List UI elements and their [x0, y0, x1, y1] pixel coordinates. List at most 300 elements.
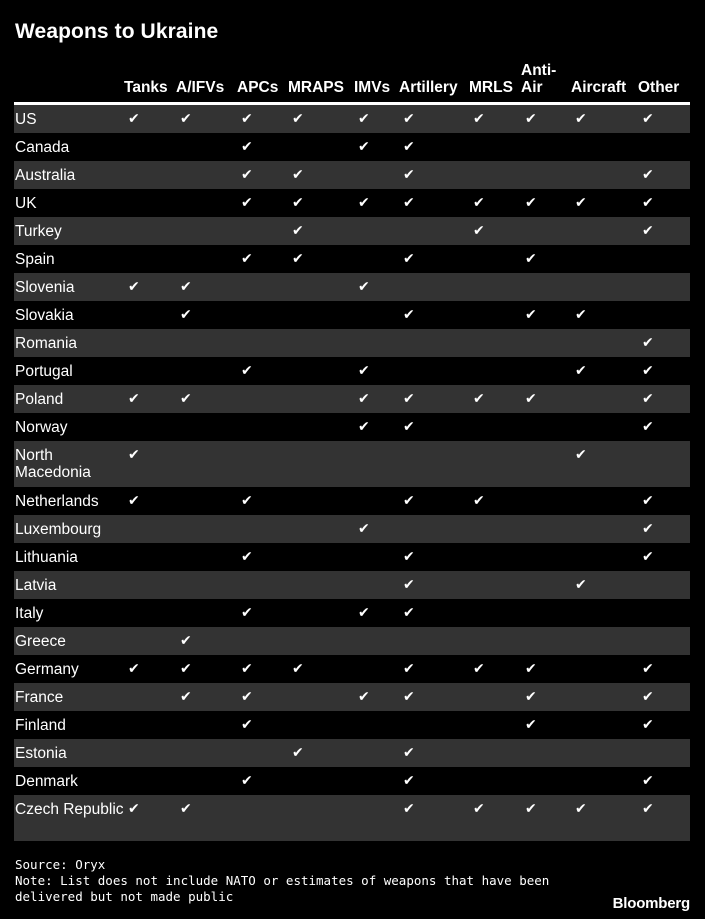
check-icon: ✔	[241, 661, 253, 677]
empty-cell	[469, 301, 521, 329]
check-icon: ✔	[642, 773, 654, 789]
check-icon: ✔	[403, 549, 415, 565]
check-icon: ✔	[358, 419, 370, 435]
empty-cell	[124, 217, 176, 245]
check-icon: ✔	[638, 515, 690, 543]
check-icon: ✔	[642, 195, 654, 211]
empty-cell	[469, 133, 521, 161]
check-icon: ✔	[525, 195, 537, 211]
check-icon: ✔	[176, 104, 237, 134]
empty-cell	[469, 627, 521, 655]
header-country	[14, 56, 124, 104]
country-label: Poland	[14, 385, 124, 413]
check-icon: ✔	[354, 385, 399, 413]
empty-cell	[288, 357, 354, 385]
empty-cell	[469, 245, 521, 273]
empty-cell	[638, 599, 690, 627]
table-row	[14, 441, 690, 487]
check-icon: ✔	[521, 683, 571, 711]
empty-cell	[571, 487, 638, 515]
empty-cell	[521, 217, 571, 245]
table-row	[14, 245, 690, 273]
empty-cell	[124, 683, 176, 711]
check-icon: ✔	[399, 795, 469, 841]
check-icon: ✔	[358, 363, 370, 379]
check-icon: ✔	[403, 307, 415, 323]
table-row	[14, 217, 690, 245]
check-icon: ✔	[354, 683, 399, 711]
table-row	[14, 487, 690, 515]
column-header: Artillery	[399, 56, 469, 104]
footer	[15, 857, 555, 905]
country-label: Romania	[14, 329, 124, 357]
empty-cell	[469, 571, 521, 599]
empty-cell	[571, 413, 638, 441]
table-row	[14, 795, 690, 841]
empty-cell	[571, 543, 638, 571]
empty-cell	[176, 217, 237, 245]
check-icon: ✔	[525, 251, 537, 267]
column-header: MRAPS	[288, 56, 354, 104]
check-icon: ✔	[292, 661, 304, 677]
empty-cell	[124, 329, 176, 357]
check-icon: ✔	[642, 493, 654, 509]
country-label: Germany	[15, 661, 79, 678]
empty-cell	[571, 711, 638, 739]
check-icon: ✔	[358, 195, 370, 211]
check-icon: ✔	[354, 104, 399, 134]
empty-cell	[237, 329, 288, 357]
column-header: Tanks	[124, 56, 176, 104]
empty-cell	[469, 515, 521, 543]
empty-cell	[638, 245, 690, 273]
empty-cell	[288, 627, 354, 655]
column-header: Anti-Air	[521, 56, 571, 104]
check-icon: ✔	[399, 161, 469, 189]
empty-cell	[571, 161, 638, 189]
empty-cell	[237, 795, 288, 841]
empty-cell	[521, 571, 571, 599]
check-icon: ✔	[403, 139, 415, 155]
empty-cell	[176, 515, 237, 543]
table-row	[14, 655, 690, 683]
empty-cell	[176, 599, 237, 627]
empty-cell	[288, 301, 354, 329]
check-icon: ✔	[638, 385, 690, 413]
check-icon: ✔	[642, 549, 654, 565]
check-icon: ✔	[399, 683, 469, 711]
table-row	[14, 413, 690, 441]
check-icon: ✔	[358, 605, 370, 621]
empty-cell	[469, 161, 521, 189]
check-icon: ✔	[469, 795, 521, 841]
country-label: Luxembourg	[14, 515, 124, 543]
check-icon: ✔	[124, 385, 176, 413]
empty-cell	[571, 683, 638, 711]
empty-cell	[288, 795, 354, 841]
table-row	[14, 543, 690, 571]
check-icon: ✔	[241, 549, 253, 565]
bloomberg-logo: Bloomberg	[612, 895, 690, 912]
empty-cell	[354, 441, 399, 487]
check-icon: ✔	[176, 627, 237, 655]
empty-cell	[124, 515, 176, 543]
empty-cell	[288, 515, 354, 543]
empty-cell	[354, 627, 399, 655]
table-row	[14, 301, 690, 329]
empty-cell	[354, 571, 399, 599]
check-icon: ✔	[403, 773, 415, 789]
check-icon: ✔	[469, 385, 521, 413]
empty-cell	[124, 739, 176, 767]
check-icon: ✔	[575, 363, 587, 379]
check-icon: ✔	[288, 739, 354, 767]
empty-cell	[399, 357, 469, 385]
country-label: Finland	[15, 717, 66, 734]
check-icon: ✔	[237, 683, 288, 711]
check-icon: ✔	[237, 161, 288, 189]
empty-cell	[124, 627, 176, 655]
table-row	[14, 683, 690, 711]
empty-cell	[237, 301, 288, 329]
country-label: UK	[15, 195, 37, 212]
empty-cell	[521, 627, 571, 655]
country-label: Portugal	[15, 363, 73, 380]
empty-cell	[399, 627, 469, 655]
source-note: Source: Oryx	[15, 857, 106, 872]
check-icon: ✔	[399, 104, 469, 134]
country-label: Lithuania	[15, 549, 78, 566]
empty-cell	[469, 711, 521, 739]
empty-cell	[571, 655, 638, 683]
empty-cell	[176, 487, 237, 515]
empty-cell	[176, 413, 237, 441]
empty-cell	[469, 441, 521, 487]
check-icon: ✔	[571, 571, 638, 599]
empty-cell	[638, 301, 690, 329]
empty-cell	[521, 329, 571, 357]
check-icon: ✔	[358, 139, 370, 155]
check-icon: ✔	[241, 493, 253, 509]
empty-cell	[288, 487, 354, 515]
empty-cell	[354, 217, 399, 245]
empty-cell	[521, 273, 571, 301]
check-icon: ✔	[176, 385, 237, 413]
empty-cell	[124, 543, 176, 571]
country-label: Latvia	[14, 571, 124, 599]
empty-cell	[354, 487, 399, 515]
empty-cell	[354, 329, 399, 357]
chart-title: Weapons to Ukraine	[15, 20, 219, 43]
empty-cell	[124, 301, 176, 329]
empty-cell	[469, 413, 521, 441]
empty-cell	[237, 385, 288, 413]
table-body	[14, 104, 690, 842]
check-icon: ✔	[354, 515, 399, 543]
check-icon: ✔	[521, 104, 571, 134]
empty-cell	[469, 739, 521, 767]
table-row	[14, 711, 690, 739]
country-label: Spain	[15, 251, 55, 268]
empty-cell	[124, 189, 176, 217]
check-icon: ✔	[638, 104, 690, 134]
empty-cell	[638, 273, 690, 301]
check-icon: ✔	[128, 661, 140, 677]
check-icon: ✔	[399, 385, 469, 413]
empty-cell	[399, 329, 469, 357]
check-icon: ✔	[403, 493, 415, 509]
empty-cell	[399, 515, 469, 543]
country-label: Denmark	[15, 773, 78, 790]
empty-cell	[469, 329, 521, 357]
table-row	[14, 571, 690, 599]
empty-cell	[399, 711, 469, 739]
check-icon: ✔	[521, 385, 571, 413]
weapons-table	[14, 56, 690, 841]
check-icon: ✔	[469, 104, 521, 134]
empty-cell	[521, 599, 571, 627]
country-label: Greece	[14, 627, 124, 655]
check-icon: ✔	[241, 363, 253, 379]
empty-cell	[571, 217, 638, 245]
check-icon: ✔	[241, 139, 253, 155]
empty-cell	[354, 795, 399, 841]
column-header: Other	[638, 56, 690, 104]
column-header: APCs	[237, 56, 288, 104]
empty-cell	[176, 245, 237, 273]
check-icon: ✔	[575, 307, 587, 323]
empty-cell	[237, 515, 288, 543]
empty-cell	[399, 217, 469, 245]
empty-cell	[469, 357, 521, 385]
country-label: Canada	[15, 139, 70, 156]
check-icon: ✔	[525, 717, 537, 733]
empty-cell	[288, 385, 354, 413]
empty-cell	[399, 273, 469, 301]
check-icon: ✔	[354, 273, 399, 301]
empty-cell	[176, 133, 237, 161]
check-icon: ✔	[638, 161, 690, 189]
column-header: IMVs	[354, 56, 399, 104]
country-label: Slovenia	[14, 273, 124, 301]
table-row	[14, 385, 690, 413]
empty-cell	[354, 543, 399, 571]
table-row	[14, 599, 690, 627]
check-icon: ✔	[176, 273, 237, 301]
table-row	[14, 739, 690, 767]
empty-cell	[124, 413, 176, 441]
table-row	[14, 329, 690, 357]
empty-cell	[571, 329, 638, 357]
empty-cell	[176, 571, 237, 599]
empty-cell	[124, 161, 176, 189]
empty-cell	[521, 543, 571, 571]
country-label: Estonia	[14, 739, 124, 767]
empty-cell	[176, 357, 237, 385]
check-icon: ✔	[237, 104, 288, 134]
country-label: North Macedonia	[14, 441, 124, 487]
empty-cell	[469, 273, 521, 301]
empty-cell	[124, 245, 176, 273]
check-icon: ✔	[241, 251, 253, 267]
empty-cell	[638, 441, 690, 487]
empty-cell	[571, 767, 638, 795]
country-label: US	[14, 104, 124, 134]
empty-cell	[521, 767, 571, 795]
country-label: Netherlands	[15, 493, 99, 510]
empty-cell	[288, 767, 354, 795]
country-label: Slovakia	[15, 307, 74, 324]
empty-cell	[521, 487, 571, 515]
check-icon: ✔	[403, 251, 415, 267]
check-icon: ✔	[180, 307, 192, 323]
empty-cell	[469, 599, 521, 627]
check-icon: ✔	[642, 419, 654, 435]
empty-cell	[354, 711, 399, 739]
empty-cell	[124, 571, 176, 599]
country-label: Australia	[14, 161, 124, 189]
empty-cell	[124, 711, 176, 739]
empty-cell	[521, 515, 571, 543]
check-icon: ✔	[403, 419, 415, 435]
empty-cell	[237, 441, 288, 487]
empty-cell	[638, 627, 690, 655]
check-icon: ✔	[473, 661, 485, 677]
empty-cell	[638, 571, 690, 599]
check-icon: ✔	[288, 161, 354, 189]
country-label: Norway	[15, 419, 68, 436]
table-row	[14, 189, 690, 217]
empty-cell	[288, 571, 354, 599]
empty-cell	[124, 133, 176, 161]
check-icon: ✔	[638, 329, 690, 357]
check-icon: ✔	[571, 795, 638, 841]
check-icon: ✔	[128, 493, 140, 509]
empty-cell	[288, 133, 354, 161]
country-label: Turkey	[14, 217, 124, 245]
empty-cell	[288, 599, 354, 627]
country-label: France	[14, 683, 124, 711]
empty-cell	[176, 739, 237, 767]
empty-cell	[124, 767, 176, 795]
empty-cell	[288, 329, 354, 357]
check-icon: ✔	[288, 104, 354, 134]
empty-cell	[521, 357, 571, 385]
check-icon: ✔	[521, 795, 571, 841]
table-row	[14, 767, 690, 795]
check-icon: ✔	[575, 195, 587, 211]
table-row	[14, 357, 690, 385]
check-icon: ✔	[638, 683, 690, 711]
empty-cell	[638, 739, 690, 767]
check-icon: ✔	[642, 717, 654, 733]
empty-cell	[571, 515, 638, 543]
empty-cell	[354, 161, 399, 189]
check-icon: ✔	[288, 217, 354, 245]
check-icon: ✔	[241, 717, 253, 733]
check-icon: ✔	[399, 739, 469, 767]
empty-cell	[288, 413, 354, 441]
check-icon: ✔	[124, 104, 176, 134]
check-icon: ✔	[180, 661, 192, 677]
empty-cell	[176, 441, 237, 487]
empty-cell	[469, 543, 521, 571]
check-icon: ✔	[525, 661, 537, 677]
empty-cell	[237, 217, 288, 245]
empty-cell	[521, 441, 571, 487]
empty-cell	[124, 357, 176, 385]
empty-cell	[237, 273, 288, 301]
empty-cell	[354, 739, 399, 767]
check-icon: ✔	[469, 217, 521, 245]
column-header: A/IFVs	[176, 56, 237, 104]
empty-cell	[176, 161, 237, 189]
check-icon: ✔	[638, 217, 690, 245]
empty-cell	[354, 245, 399, 273]
empty-cell	[571, 627, 638, 655]
empty-cell	[521, 739, 571, 767]
check-icon: ✔	[292, 251, 304, 267]
empty-cell	[571, 273, 638, 301]
check-icon: ✔	[241, 605, 253, 621]
empty-cell	[354, 655, 399, 683]
table-row	[14, 104, 690, 134]
empty-cell	[237, 413, 288, 441]
table-row	[14, 273, 690, 301]
empty-cell	[521, 133, 571, 161]
empty-cell	[399, 441, 469, 487]
check-icon: ✔	[571, 104, 638, 134]
empty-cell	[521, 161, 571, 189]
empty-cell	[571, 739, 638, 767]
empty-cell	[571, 599, 638, 627]
empty-cell	[521, 413, 571, 441]
empty-cell	[288, 543, 354, 571]
check-icon: ✔	[176, 795, 237, 841]
table-row	[14, 515, 690, 543]
empty-cell	[176, 711, 237, 739]
empty-cell	[288, 441, 354, 487]
empty-cell	[124, 599, 176, 627]
empty-cell	[176, 189, 237, 217]
check-icon: ✔	[124, 441, 176, 487]
empty-cell	[288, 273, 354, 301]
empty-cell	[176, 543, 237, 571]
check-icon: ✔	[473, 493, 485, 509]
check-icon: ✔	[124, 273, 176, 301]
empty-cell	[571, 133, 638, 161]
check-icon: ✔	[403, 661, 415, 677]
header-row	[14, 56, 690, 104]
country-label: Czech Republic	[14, 795, 124, 841]
check-icon: ✔	[473, 195, 485, 211]
check-icon: ✔	[525, 307, 537, 323]
empty-cell	[176, 329, 237, 357]
column-header: MRLS	[469, 56, 521, 104]
country-label: Italy	[15, 605, 44, 622]
column-header: Aircraft	[571, 56, 638, 104]
empty-cell	[354, 767, 399, 795]
check-icon: ✔	[638, 795, 690, 841]
empty-cell	[288, 711, 354, 739]
empty-cell	[237, 571, 288, 599]
table-row	[14, 627, 690, 655]
check-icon: ✔	[403, 195, 415, 211]
table-row	[14, 161, 690, 189]
check-icon: ✔	[571, 441, 638, 487]
check-icon: ✔	[241, 195, 253, 211]
table-row	[14, 133, 690, 161]
